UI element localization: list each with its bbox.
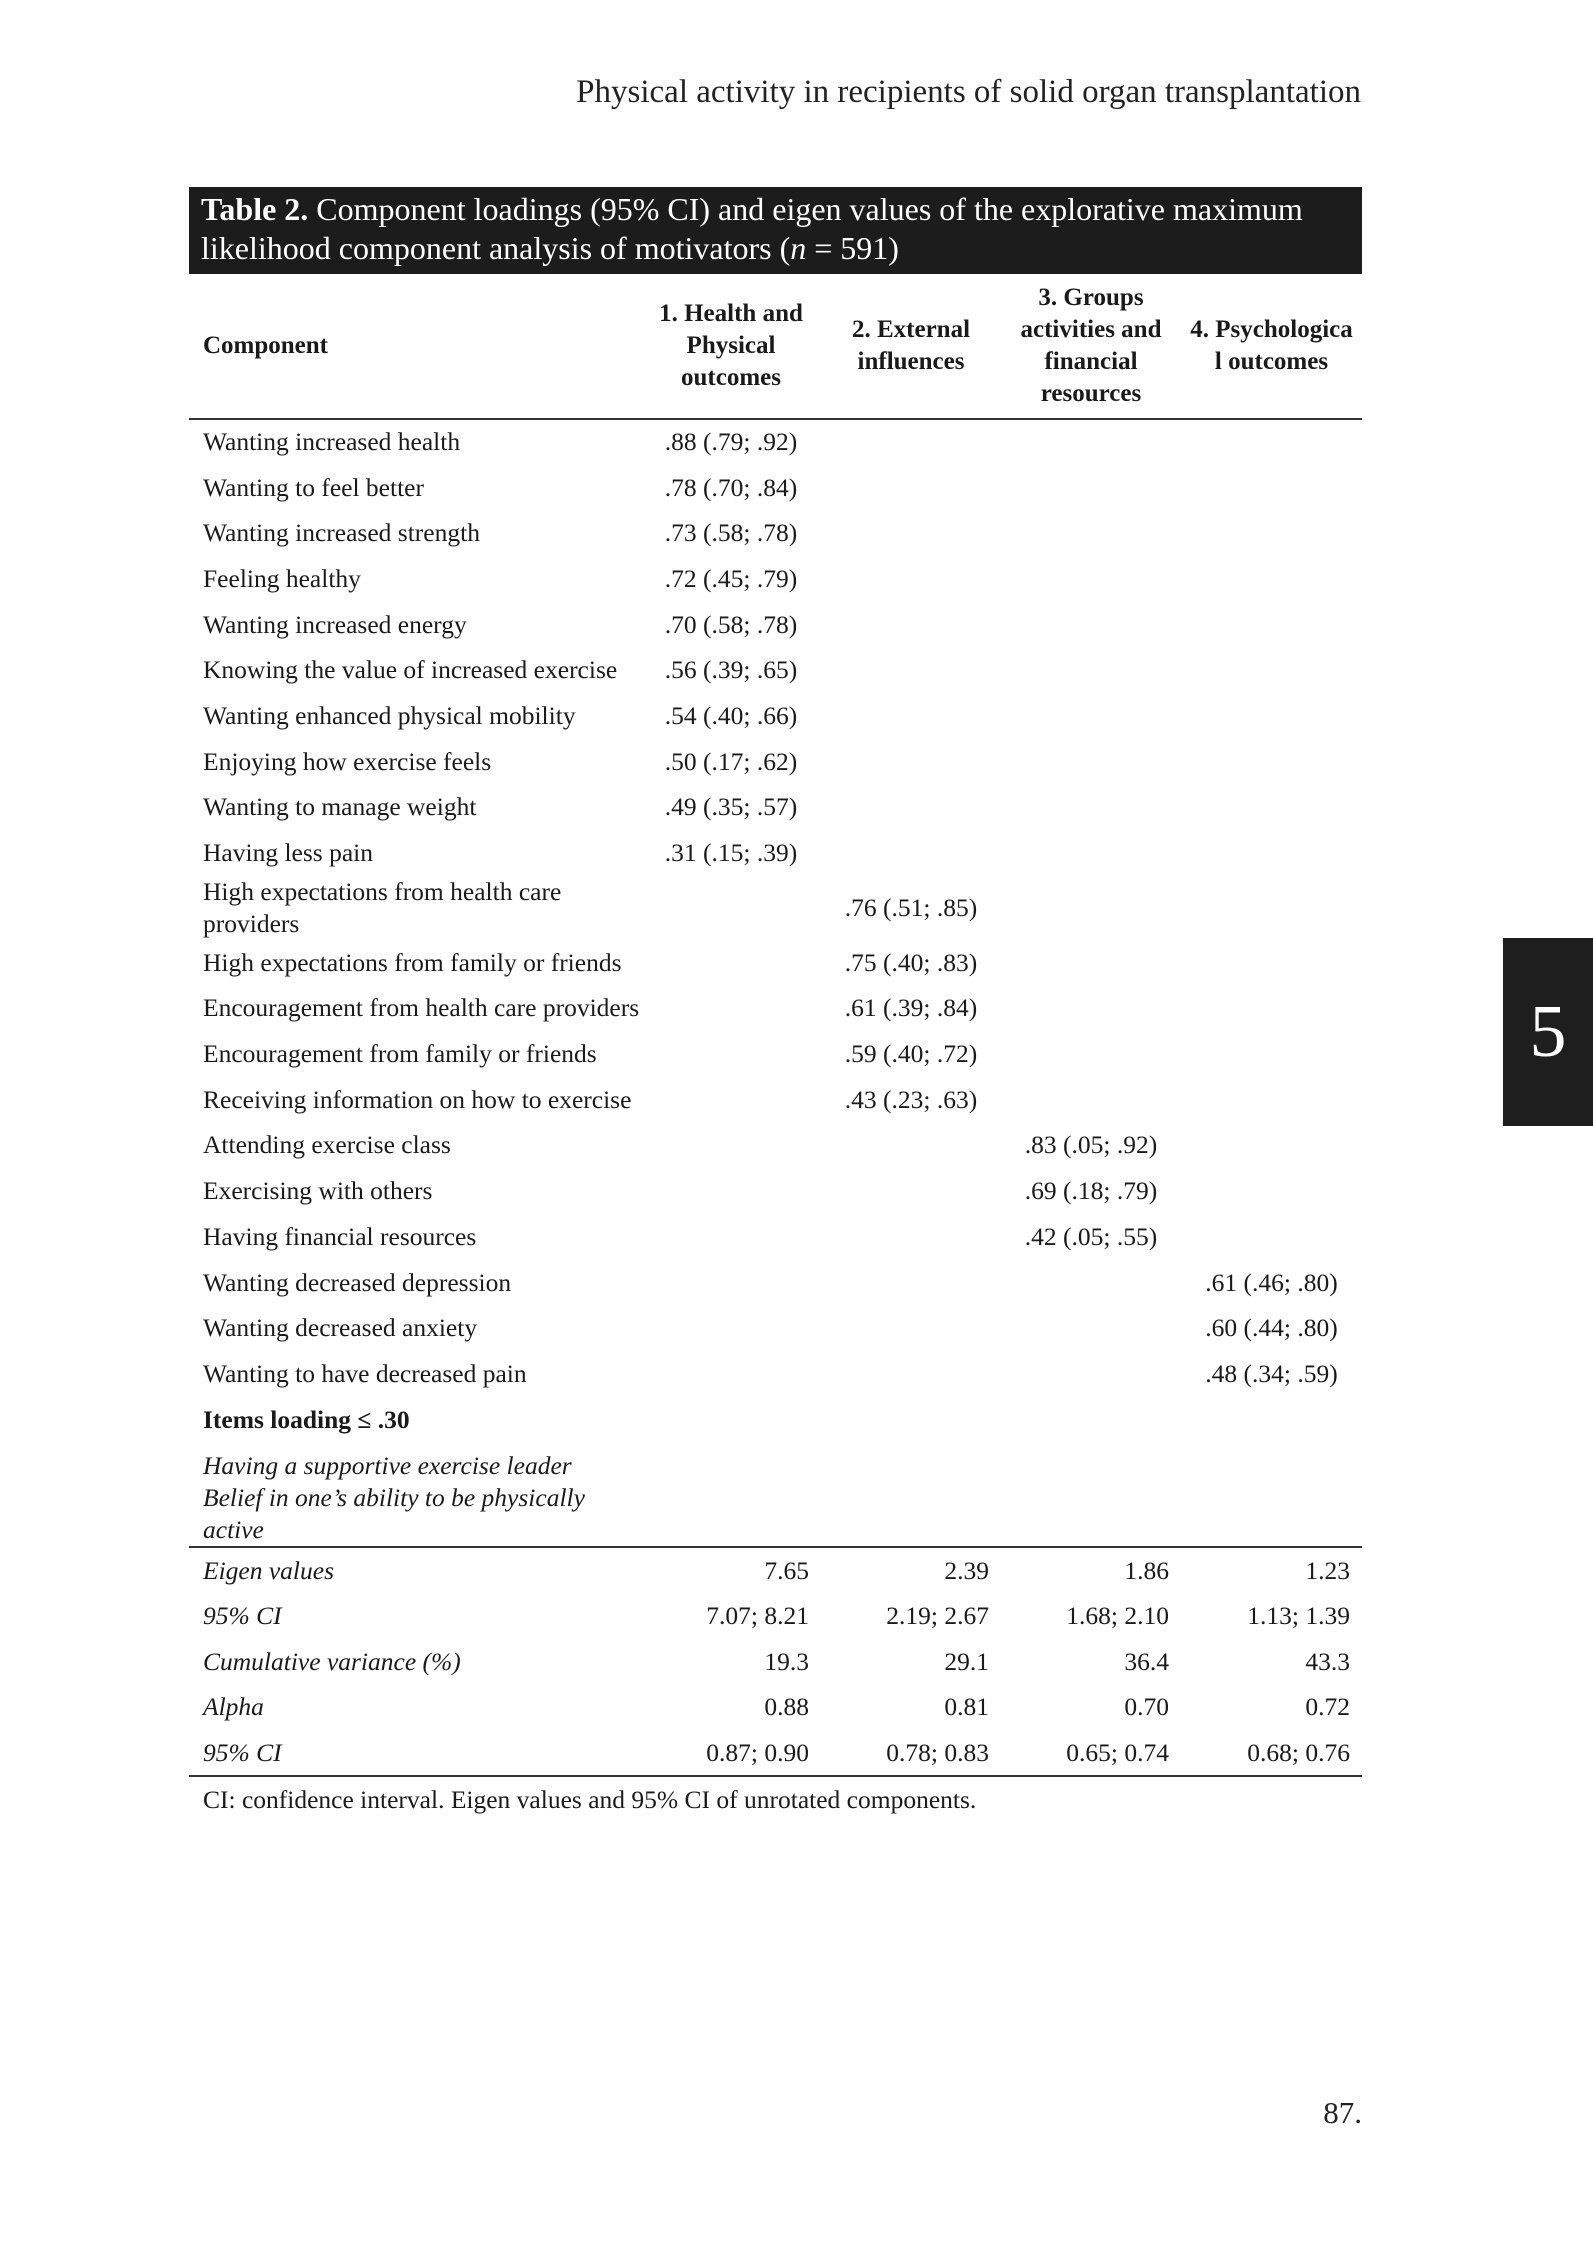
table-row xyxy=(189,1123,1362,1169)
loading-cell-4 xyxy=(1181,785,1362,831)
header-row xyxy=(189,274,1362,419)
summary-value-1: 0.87; 0.90 xyxy=(641,1730,821,1776)
caption-n: n xyxy=(790,230,807,266)
loading-cell-3: .83 (.05; .92) xyxy=(1024,1130,1158,1160)
row-label: Having financial resources xyxy=(203,1221,477,1251)
row-label: Wanting increased energy xyxy=(203,609,467,639)
caption-text: Component loadings (95% CI) and eigen values of the explorative maximum likelihood component analysis of motivators ( xyxy=(201,191,1303,266)
loading-cell-4 xyxy=(1181,602,1362,648)
header-col4: 4. Psychologica l outcomes xyxy=(1181,274,1362,419)
summary-value-3: 0.65; 0.74 xyxy=(1001,1730,1181,1776)
loading-cell-1 xyxy=(641,1214,821,1260)
table-row xyxy=(189,647,1362,693)
table-footnote: CI: confidence interval. Eigen values and 95% CI of unrotated components. xyxy=(203,1784,977,1814)
low-loading-item: Belief in one’s ability to be physically active xyxy=(203,1483,585,1545)
table-row xyxy=(189,739,1362,785)
loading-cell-1: .56 (.39; .65) xyxy=(664,655,798,685)
loading-cell-1 xyxy=(641,876,821,940)
loading-cell-3 xyxy=(1001,940,1181,986)
table-caption xyxy=(189,187,1362,274)
table-row xyxy=(189,1351,1362,1397)
row-label: Feeling healthy xyxy=(203,563,361,593)
summary-value-2: 2.39 xyxy=(821,1547,1001,1593)
loading-cell-1: .78 (.70; .84) xyxy=(664,472,798,502)
loading-cell-3 xyxy=(1001,602,1181,648)
summary-value-4: 0.68; 0.76 xyxy=(1181,1730,1362,1776)
table-row xyxy=(189,465,1362,511)
loading-cell-1: .70 (.58; .78) xyxy=(664,609,798,639)
caption-end: = 591) xyxy=(806,230,899,266)
loading-cell-4 xyxy=(1181,1214,1362,1260)
table-row xyxy=(189,419,1362,465)
table-row xyxy=(189,1031,1362,1077)
loading-cell-4 xyxy=(1181,876,1362,940)
loading-cell-3 xyxy=(1001,647,1181,693)
loading-cell-4 xyxy=(1181,465,1362,511)
row-label: Encouragement from family or friends xyxy=(203,1039,597,1069)
loading-cell-3 xyxy=(1001,986,1181,1032)
loading-cell-4 xyxy=(1181,510,1362,556)
loading-cell-2 xyxy=(821,785,1001,831)
summary-value-3: 1.86 xyxy=(1001,1547,1181,1593)
loading-cell-1 xyxy=(641,1260,821,1306)
low-loading-heading-row xyxy=(189,1397,1362,1443)
table-row xyxy=(189,602,1362,648)
chapter-tab: 5 xyxy=(1503,938,1593,1126)
loading-cell-4 xyxy=(1181,830,1362,876)
loading-cell-3 xyxy=(1001,693,1181,739)
row-label: Wanting increased strength xyxy=(203,518,480,548)
table-row xyxy=(189,1305,1362,1351)
loading-cell-4 xyxy=(1181,419,1362,465)
loading-cell-3 xyxy=(1001,1260,1181,1306)
summary-value-2: 2.19; 2.67 xyxy=(886,1600,989,1630)
loading-cell-4 xyxy=(1181,986,1362,1032)
loading-cell-3 xyxy=(1001,1077,1181,1123)
loading-cell-4: .61 (.46; .80) xyxy=(1205,1267,1338,1297)
row-label: Having less pain xyxy=(203,838,373,868)
loading-cell-4 xyxy=(1181,647,1362,693)
table-row xyxy=(189,1260,1362,1306)
loading-cell-4 xyxy=(1181,1168,1362,1214)
summary-value-1: 7.65 xyxy=(641,1547,821,1593)
table-row xyxy=(189,785,1362,831)
loading-cell-2 xyxy=(821,1168,1001,1214)
loading-cell-2 xyxy=(821,1305,1001,1351)
header-col2: 2. External influences xyxy=(821,274,1001,419)
loading-cell-4 xyxy=(1181,940,1362,986)
loading-cell-4 xyxy=(1181,1031,1362,1077)
row-label: Wanting decreased anxiety xyxy=(203,1313,478,1343)
loading-cell-2 xyxy=(821,1214,1001,1260)
summary-value-1: 0.88 xyxy=(764,1692,809,1722)
low-loading-item: Having a supportive exercise leader xyxy=(203,1451,572,1481)
header-col3: 3. Groups activities and financial resources xyxy=(1001,274,1181,419)
loading-cell-1 xyxy=(641,1123,821,1169)
summary-row xyxy=(189,1593,1362,1639)
row-label: Wanting to feel better xyxy=(203,472,424,502)
low-loading-items-row xyxy=(189,1442,1362,1547)
loading-cell-3 xyxy=(1001,876,1181,940)
summary-label: 95% CI xyxy=(203,1600,282,1630)
summary-row xyxy=(189,1730,1362,1776)
loading-cell-1: .88 (.79; .92) xyxy=(664,427,798,457)
summary-value-2: 0.81 xyxy=(944,1692,989,1722)
loading-cell-3 xyxy=(1001,739,1181,785)
summary-value-4: 1.13; 1.39 xyxy=(1247,1600,1350,1630)
page-number: 87. xyxy=(1323,2095,1362,2130)
loading-cell-4 xyxy=(1181,556,1362,602)
loading-cell-2 xyxy=(821,1260,1001,1306)
loading-cell-3 xyxy=(1001,419,1181,465)
loading-cell-1: .54 (.40; .66) xyxy=(664,700,798,730)
loading-cell-4 xyxy=(1181,739,1362,785)
loading-cell-3 xyxy=(1001,556,1181,602)
table-row xyxy=(189,876,1362,940)
row-label: Wanting to have decreased pain xyxy=(203,1358,527,1388)
loading-cell-4 xyxy=(1181,1123,1362,1169)
loading-cell-1 xyxy=(641,1168,821,1214)
summary-label: Cumulative variance (%) xyxy=(203,1646,461,1676)
table-row xyxy=(189,510,1362,556)
row-label: Knowing the value of increased exercise xyxy=(203,655,618,685)
table-row xyxy=(189,1077,1362,1123)
loading-cell-2 xyxy=(821,1351,1001,1397)
loading-cell-4 xyxy=(1181,693,1362,739)
header-col1: 1. Health and Physical outcomes xyxy=(641,274,821,419)
loading-cell-1: .73 (.58; .78) xyxy=(664,518,798,548)
table-row xyxy=(189,830,1362,876)
table-row xyxy=(189,1214,1362,1260)
summary-value-2: 0.78; 0.83 xyxy=(821,1730,1001,1776)
table-row xyxy=(189,940,1362,986)
summary-value-3: 36.4 xyxy=(1124,1646,1169,1676)
running-header: Physical activity in recipients of solid organ transplantation xyxy=(576,74,1361,110)
table-row xyxy=(189,986,1362,1032)
loading-cell-2 xyxy=(821,693,1001,739)
caption-label: Table 2. xyxy=(201,191,309,227)
loadings-table xyxy=(189,274,1362,1777)
loading-cell-2 xyxy=(821,602,1001,648)
row-label: Encouragement from health care providers xyxy=(203,993,640,1023)
row-label: Enjoying how exercise feels xyxy=(203,746,492,776)
loading-cell-1: .50 (.17; .62) xyxy=(664,746,798,776)
loading-cell-2 xyxy=(821,510,1001,556)
loading-cell-1 xyxy=(641,1351,821,1397)
loading-cell-1 xyxy=(641,1031,821,1077)
loading-cell-3 xyxy=(1001,785,1181,831)
row-label: Wanting decreased depression xyxy=(203,1267,512,1297)
summary-row xyxy=(189,1547,1362,1593)
loading-cell-3: .69 (.18; .79) xyxy=(1024,1176,1158,1206)
loading-cell-4: .60 (.44; .80) xyxy=(1205,1313,1338,1343)
row-label: Receiving information on how to exercise xyxy=(203,1084,632,1114)
summary-value-1: 19.3 xyxy=(764,1646,809,1676)
row-label: Wanting enhanced physical mobility xyxy=(203,700,576,730)
loading-cell-1 xyxy=(641,940,821,986)
summary-value-2: 29.1 xyxy=(944,1646,989,1676)
loading-cell-4: .48 (.34; .59) xyxy=(1205,1358,1338,1388)
loading-cell-1 xyxy=(641,1077,821,1123)
row-label: High expectations from family or friends xyxy=(203,947,622,977)
loading-cell-1 xyxy=(641,986,821,1032)
loading-cell-3 xyxy=(1001,1305,1181,1351)
loading-cell-2 xyxy=(821,647,1001,693)
loading-cell-2 xyxy=(821,1123,1001,1169)
table-row xyxy=(189,556,1362,602)
table-2 xyxy=(189,187,1362,1815)
loading-cell-1 xyxy=(641,1305,821,1351)
loading-cell-2: .61 (.39; .84) xyxy=(844,993,978,1023)
loading-cell-2: .43 (.23; .63) xyxy=(844,1084,978,1114)
table-row xyxy=(189,693,1362,739)
row-label: Attending exercise class xyxy=(203,1130,451,1160)
summary-value-4: 0.72 xyxy=(1305,1692,1350,1722)
loading-cell-2 xyxy=(821,556,1001,602)
loading-cell-2 xyxy=(821,419,1001,465)
summary-value-4: 1.23 xyxy=(1181,1547,1362,1593)
loading-cell-3 xyxy=(1001,510,1181,556)
low-loading-items xyxy=(189,1442,641,1547)
loading-cell-3: .42 (.05; .55) xyxy=(1024,1221,1158,1251)
summary-row xyxy=(189,1639,1362,1685)
summary-value-1: 7.07; 8.21 xyxy=(706,1600,809,1630)
loading-cell-2: .59 (.40; .72) xyxy=(844,1039,978,1069)
loading-cell-2: .75 (.40; .83) xyxy=(844,947,978,977)
table-row xyxy=(189,1168,1362,1214)
loading-cell-3 xyxy=(1001,1351,1181,1397)
loading-cell-2 xyxy=(821,830,1001,876)
header-component: Component xyxy=(189,274,641,419)
loading-cell-3 xyxy=(1001,830,1181,876)
summary-value-3: 1.68; 2.10 xyxy=(1066,1600,1169,1630)
low-loading-heading: Items loading ≤ .30 xyxy=(203,1404,410,1434)
row-label: Wanting increased health xyxy=(203,427,461,457)
row-label: Wanting to manage weight xyxy=(203,792,477,822)
loading-cell-1: .31 (.15; .39) xyxy=(664,838,798,868)
summary-label: 95% CI xyxy=(189,1730,641,1776)
summary-label: Eigen values xyxy=(189,1547,641,1593)
loading-cell-3 xyxy=(1001,465,1181,511)
summary-row xyxy=(189,1685,1362,1731)
summary-value-3: 0.70 xyxy=(1124,1692,1169,1722)
loading-cell-3 xyxy=(1001,1031,1181,1077)
summary-value-4: 43.3 xyxy=(1305,1646,1350,1676)
loading-cell-1: .49 (.35; .57) xyxy=(664,792,798,822)
loading-cell-1: .72 (.45; .79) xyxy=(664,563,798,593)
row-label: Exercising with others xyxy=(203,1176,433,1206)
loading-cell-2: .76 (.51; .85) xyxy=(844,892,978,922)
loading-cell-2 xyxy=(821,739,1001,785)
loading-cell-2 xyxy=(821,465,1001,511)
table-body xyxy=(189,419,1362,1776)
row-label: High expectations from health care providers xyxy=(203,876,562,938)
summary-label: Alpha xyxy=(203,1692,264,1722)
loading-cell-4 xyxy=(1181,1077,1362,1123)
